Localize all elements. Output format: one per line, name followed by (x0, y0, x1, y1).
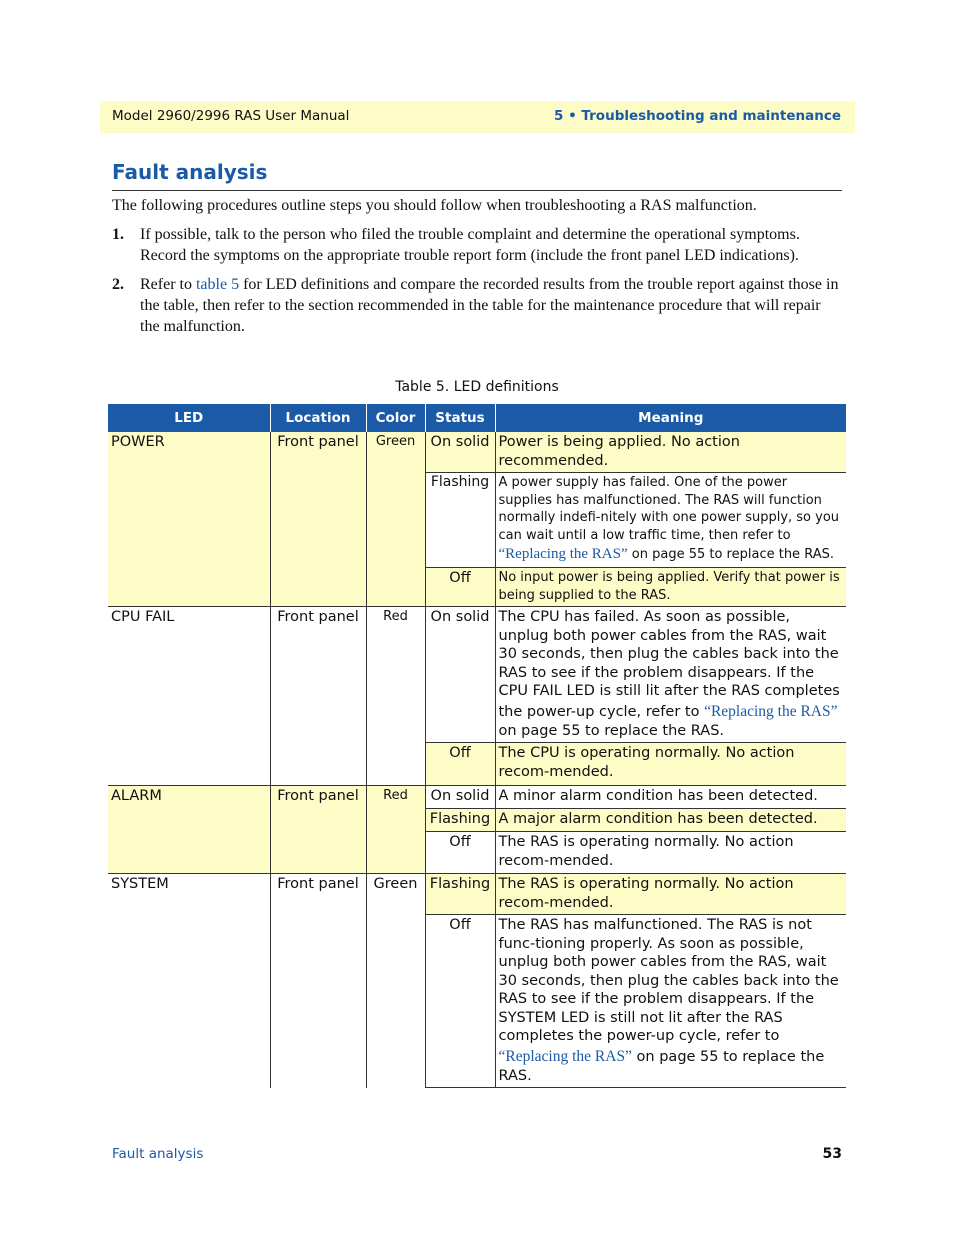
replacing-ras-link[interactable]: “Replacing the RAS” (498, 546, 628, 562)
led-name: CPU FAIL (108, 607, 270, 786)
led-location: Front panel (270, 607, 366, 786)
led-location: Front panel (270, 432, 366, 607)
table-row (108, 874, 846, 915)
led-name: POWER (108, 432, 270, 607)
step-number: 1. (112, 226, 124, 243)
table-row (108, 607, 846, 743)
step-text (140, 274, 840, 337)
led-location: Front panel (270, 786, 366, 874)
header-meaning: Meaning (495, 404, 846, 432)
meaning-text: on page 55 to replace the RAS. (498, 1048, 825, 1084)
table-row (108, 432, 846, 473)
led-status: Off (425, 915, 495, 1088)
led-meaning: A major alarm condition has been detected. (495, 809, 846, 832)
led-color: Red (366, 786, 425, 874)
led-status: Off (425, 832, 495, 874)
meaning-text: The CPU has failed. As soon as possible, unplug both power cables from the RAS, wait 30 seconds, then plug the cables back into the RAS to see if the problem disappears. If the CPU FAIL LED is still lit after the RAS completes the power-up cycle, refer to (498, 609, 840, 720)
table-caption: Table 5. LED definitions (395, 379, 559, 395)
led-meaning: The CPU is operating normally. No action recom-mended. (495, 743, 846, 786)
step-text-post: for LED definitions and compare the recorded results from the trouble report against those in the table, then refer to the section recommended in the table for the maintenance procedure that will repair the malfunction. (140, 276, 839, 335)
led-status: Off (425, 743, 495, 786)
led-status: Flashing (425, 874, 495, 915)
led-color: Green (366, 432, 425, 607)
led-name: SYSTEM (108, 874, 270, 1088)
led-status: Off (425, 568, 495, 607)
page-number: 53 (822, 1146, 842, 1162)
led-meaning (495, 607, 846, 743)
led-meaning: A minor alarm condition has been detected. (495, 786, 846, 809)
led-location: Front panel (270, 874, 366, 1088)
running-header (100, 101, 855, 133)
manual-title: Model 2960/2996 RAS User Manual (112, 108, 350, 124)
led-meaning: No input power is being applied. Verify that power is being supplied to the RAS. (495, 568, 846, 607)
table-row (108, 786, 846, 809)
step-number: 2. (112, 276, 124, 293)
title-rule (112, 190, 842, 191)
replacing-ras-link[interactable]: “Replacing the RAS” (498, 1047, 632, 1065)
meaning-text: A power supply has failed. One of the power supplies has malfunctioned. The RAS will function normally indefi-nitely with one power supply, so you can wait until a low traffic time, then refer to (498, 475, 840, 543)
led-status: On solid (425, 786, 495, 809)
meaning-text: on page 55 to replace the RAS. (627, 547, 834, 562)
section-title: Fault analysis (112, 160, 268, 184)
chapter-title: 5 • Troubleshooting and maintenance (554, 108, 841, 124)
led-name: ALARM (108, 786, 270, 874)
intro-paragraph: The following procedures outline steps you should follow when troubleshooting a RAS malfunction. (112, 197, 757, 214)
led-color: Red (366, 607, 425, 786)
led-meaning: The RAS is operating normally. No action recom-mended. (495, 832, 846, 874)
led-status: Flashing (425, 809, 495, 832)
led-meaning (495, 473, 846, 568)
table-5-link[interactable]: table 5 (195, 276, 240, 293)
step-text-pre: Refer to (140, 276, 196, 293)
led-meaning: Power is being applied. No action recommended. (495, 432, 846, 473)
table-header-row (108, 404, 846, 432)
led-status: Flashing (425, 473, 495, 568)
led-meaning (495, 915, 846, 1088)
replacing-ras-link[interactable]: “Replacing the RAS” (704, 702, 838, 720)
header-status: Status (425, 404, 495, 432)
meaning-text: on page 55 to replace the RAS. (498, 722, 725, 739)
led-meaning: The RAS is operating normally. No action recom-mended. (495, 874, 846, 915)
meaning-text: The RAS has malfunctioned. The RAS is not func-tioning properly. As soon as possible, unplug both power cables from the RAS, wait 30 seconds, then plug the cables back into the RAS to see if the problem disappears. If the SYSTEM LED is still not lit after the RAS completes the power-up cycle, refer to (498, 917, 839, 1044)
header-led: LED (108, 404, 270, 432)
led-status: On solid (425, 607, 495, 743)
header-color: Color (366, 404, 425, 432)
header-location: Location (270, 404, 366, 432)
led-status: On solid (425, 432, 495, 473)
footer-section-name: Fault analysis (112, 1146, 204, 1162)
led-color: Green (366, 874, 425, 1088)
step-text: If possible, talk to the person who filed the trouble complaint and determine the operational symptoms. Record the symptoms on the appropriate trouble report form (include the front panel LED indications). (140, 226, 800, 264)
led-definitions-table (108, 404, 846, 1088)
